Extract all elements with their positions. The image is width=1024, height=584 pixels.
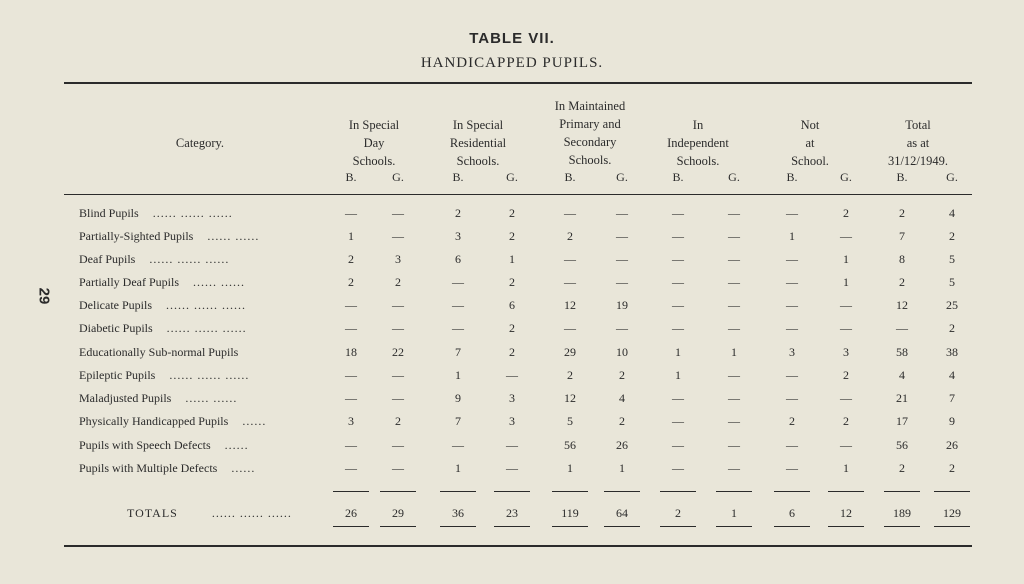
row-label [79, 321, 247, 336]
totals-label: TOTALS [127, 506, 178, 520]
table-cell: 2 [899, 275, 905, 289]
column-group-header-line: at [805, 136, 815, 150]
row-category: Epileptic Pupils [79, 368, 156, 382]
row-category: Partially-Sighted Pupils [79, 229, 194, 243]
girls-column-header: G. [506, 170, 518, 184]
table-cell: 17 [896, 414, 908, 428]
table-cell: 3 [843, 345, 849, 359]
table-cell: — [564, 275, 576, 289]
column-group-header-line: Not [800, 118, 820, 132]
table-cell: — [616, 275, 628, 289]
table-cell: 1 [675, 345, 681, 359]
table-cell: — [840, 321, 852, 335]
table-cell: 21 [896, 391, 908, 405]
row-category: Pupils with Multiple Defects [79, 461, 218, 475]
totals-underline [333, 526, 369, 527]
table-cell: 58 [896, 345, 908, 359]
totals-cell: 29 [392, 506, 404, 520]
table-cell: 2 [395, 414, 401, 428]
table-cell: — [672, 206, 684, 220]
row-leader-dots: ...... ...... ...... [149, 252, 230, 266]
table-cell: — [728, 414, 740, 428]
table-cell: — [840, 391, 852, 405]
row-label [79, 438, 249, 453]
totals-overline [440, 491, 476, 492]
table-cell: — [672, 391, 684, 405]
table-cell: — [786, 368, 798, 382]
table-cell: 7 [899, 229, 905, 243]
row-label [79, 252, 229, 267]
table-cell: 56 [564, 438, 576, 452]
table-cell: 2 [455, 206, 461, 220]
girls-column-header: G. [616, 170, 628, 184]
table-cell: 3 [455, 229, 461, 243]
table-cell: 3 [509, 391, 515, 405]
column-group-header-line: In Maintained [554, 99, 626, 113]
table-cell: 2 [395, 275, 401, 289]
totals-cell: 2 [675, 506, 681, 520]
column-group-header-line: Day [363, 136, 385, 150]
row-category: Blind Pupils [79, 206, 139, 220]
table-cell: 4 [949, 206, 955, 220]
girls-column-header: G. [392, 170, 404, 184]
table-cell: — [392, 461, 404, 475]
row-category: Maladjusted Pupils [79, 391, 172, 405]
table-cell: 5 [949, 275, 955, 289]
table-cell: 6 [509, 298, 515, 312]
totals-dots: ...... ...... ...... [211, 506, 292, 520]
table-cell: — [345, 321, 357, 335]
boys-column-header: B. [896, 170, 908, 184]
column-group-header-line: In [692, 118, 704, 132]
totals-overline [934, 491, 970, 492]
table-cell: — [392, 368, 404, 382]
table-cell: 29 [564, 345, 576, 359]
table-cell: 2 [567, 368, 573, 382]
row-label [79, 275, 245, 290]
table-cell: — [564, 321, 576, 335]
table-cell: 1 [843, 252, 849, 266]
table-cell: — [392, 438, 404, 452]
table-cell: 2 [949, 321, 955, 335]
table-cell: — [728, 206, 740, 220]
totals-underline [552, 526, 588, 527]
table-cell: — [786, 298, 798, 312]
table-cell: — [728, 252, 740, 266]
table-cell: — [616, 321, 628, 335]
table-cell: 12 [564, 391, 576, 405]
table-cell: 2 [567, 229, 573, 243]
table-cell: — [728, 438, 740, 452]
table-cell: 7 [949, 391, 955, 405]
table-cell: 1 [675, 368, 681, 382]
row-category: Educationally Sub-normal Pupils [79, 345, 239, 359]
column-group-header-6 [888, 116, 948, 170]
totals-cell: 189 [893, 506, 911, 520]
table-cell: — [672, 298, 684, 312]
table-cell: — [564, 252, 576, 266]
totals-cell: 6 [789, 506, 795, 520]
table-cell: — [728, 461, 740, 475]
table-cell: 4 [619, 391, 625, 405]
totals-cell: 64 [616, 506, 628, 520]
page-number: 29 [35, 287, 53, 305]
table-cell: — [452, 438, 464, 452]
row-leader-dots: ...... [224, 438, 249, 452]
table-cell: 4 [949, 368, 955, 382]
table-cell: — [786, 461, 798, 475]
row-category: Partially Deaf Pupils [79, 275, 179, 289]
table-cell: — [728, 321, 740, 335]
row-leader-dots: ...... ...... ...... [166, 321, 247, 335]
column-group-header-1 [349, 116, 399, 170]
totals-overline [660, 491, 696, 492]
boys-column-header: B. [672, 170, 684, 184]
table-cell: — [728, 298, 740, 312]
totals-overline [828, 491, 864, 492]
table-cell: 1 [455, 461, 461, 475]
table-cell: — [392, 298, 404, 312]
category-header: Category. [175, 136, 225, 150]
row-label [79, 229, 259, 244]
totals-underline [660, 526, 696, 527]
table-cell: — [452, 321, 464, 335]
table-cell: — [672, 414, 684, 428]
totals-cell: 23 [506, 506, 518, 520]
row-category: Physically Handicapped Pupils [79, 414, 229, 428]
row-category: Diabetic Pupils [79, 321, 153, 335]
table-cell: 1 [619, 461, 625, 475]
totals-overline [716, 491, 752, 492]
row-leader-dots: ...... ...... ...... [152, 206, 233, 220]
table-cell: 2 [619, 414, 625, 428]
totals-cell: 119 [561, 506, 579, 520]
table-cell: 1 [843, 275, 849, 289]
table-cell: — [672, 229, 684, 243]
table-cell: 1 [455, 368, 461, 382]
row-label [79, 414, 266, 429]
column-group-header-line: In Special [452, 118, 504, 132]
column-group-header-2 [450, 116, 506, 170]
table-cell: 9 [949, 414, 955, 428]
table-cell: 10 [616, 345, 628, 359]
row-leader-dots: ...... [231, 461, 256, 475]
totals-underline [380, 526, 416, 527]
row-label [79, 206, 233, 221]
table-cell: 12 [896, 298, 908, 312]
totals-overline [380, 491, 416, 492]
table-cell: — [452, 298, 464, 312]
table-cell: — [345, 368, 357, 382]
bottom-rule [64, 545, 972, 547]
column-group-header-line: Schools. [352, 154, 396, 168]
row-leader-dots: ...... [242, 414, 267, 428]
table-cell: 18 [345, 345, 357, 359]
table-cell: — [728, 275, 740, 289]
table-cell: — [345, 298, 357, 312]
table-cell: 9 [455, 391, 461, 405]
table-cell: — [345, 391, 357, 405]
table-subtitle: HANDICAPPED PUPILS. [420, 55, 604, 71]
totals-underline [884, 526, 920, 527]
table-cell: 6 [455, 252, 461, 266]
row-leader-dots: ...... ...... ...... [165, 298, 246, 312]
row-category: Pupils with Speech Defects [79, 438, 211, 452]
table-cell: 1 [843, 461, 849, 475]
table-cell: — [672, 252, 684, 266]
table-cell: 2 [899, 206, 905, 220]
girls-column-header: G. [946, 170, 958, 184]
table-cell: 26 [616, 438, 628, 452]
table-cell: — [840, 229, 852, 243]
table-cell: — [564, 206, 576, 220]
table-cell: 25 [946, 298, 958, 312]
boys-column-header: B. [786, 170, 798, 184]
table-cell: 1 [509, 252, 515, 266]
boys-column-header: B. [452, 170, 464, 184]
totals-underline [716, 526, 752, 527]
table-cell: 19 [616, 298, 628, 312]
table-cell: — [672, 438, 684, 452]
girls-column-header: G. [840, 170, 852, 184]
totals-underline [604, 526, 640, 527]
table-cell: — [728, 391, 740, 405]
table-cell: 38 [946, 345, 958, 359]
table-cell: — [345, 206, 357, 220]
row-label [79, 461, 255, 476]
totals-underline [934, 526, 970, 527]
table-cell: 1 [348, 229, 354, 243]
column-group-header-4 [667, 116, 729, 170]
table-cell: 3 [395, 252, 401, 266]
column-group-header-line: Schools. [568, 153, 612, 167]
table-cell: — [345, 461, 357, 475]
row-label [79, 345, 238, 360]
table-cell: — [728, 368, 740, 382]
row-leader-dots: ...... ...... [185, 391, 238, 405]
table-cell: 2 [843, 414, 849, 428]
table-cell: 4 [899, 368, 905, 382]
totals-row-label [127, 506, 292, 521]
table-cell: 56 [896, 438, 908, 452]
table-cell: — [840, 438, 852, 452]
row-category: Delicate Pupils [79, 298, 152, 312]
row-leader-dots: ...... ...... [192, 275, 245, 289]
table-cell: 1 [731, 345, 737, 359]
row-label [79, 298, 246, 313]
totals-underline [774, 526, 810, 527]
table-cell: — [672, 275, 684, 289]
table-cell: 3 [789, 345, 795, 359]
table-cell: — [728, 229, 740, 243]
table-cell: 1 [789, 229, 795, 243]
header-rule [64, 194, 972, 195]
table-cell: 2 [509, 321, 515, 335]
table-cell: — [452, 275, 464, 289]
table-cell: 3 [509, 414, 515, 428]
table-cell: 2 [949, 461, 955, 475]
top-rule [64, 82, 972, 84]
column-group-header-line: Independent [667, 136, 729, 150]
column-group-header-line: In Special [348, 118, 400, 132]
column-group-header-line: Schools. [456, 154, 500, 168]
totals-underline [440, 526, 476, 527]
totals-overline [333, 491, 369, 492]
table-cell: 2 [619, 368, 625, 382]
totals-underline [494, 526, 530, 527]
totals-overline [494, 491, 530, 492]
table-cell: — [786, 391, 798, 405]
table-cell: 2 [509, 206, 515, 220]
table-cell: 2 [348, 275, 354, 289]
table-cell: — [616, 252, 628, 266]
row-leader-dots: ...... ...... ...... [169, 368, 250, 382]
totals-cell: 26 [345, 506, 357, 520]
table-cell: 2 [348, 252, 354, 266]
totals-overline [604, 491, 640, 492]
totals-cell: 1 [731, 506, 737, 520]
totals-cell: 129 [943, 506, 961, 520]
table-cell: 1 [567, 461, 573, 475]
table-cell: 2 [509, 275, 515, 289]
table-cell: 12 [564, 298, 576, 312]
row-label [79, 391, 237, 406]
column-group-header-line: 31/12/1949. [887, 154, 949, 168]
table-cell: 5 [949, 252, 955, 266]
table-cell: — [345, 438, 357, 452]
row-category: Deaf Pupils [79, 252, 136, 266]
table-cell: — [840, 298, 852, 312]
column-group-header-line: Schools. [676, 154, 720, 168]
column-group-header-line: Secondary [563, 135, 617, 149]
totals-overline [552, 491, 588, 492]
table-cell: 2 [949, 229, 955, 243]
table-cell: 2 [843, 368, 849, 382]
table-cell: — [392, 206, 404, 220]
table-cell: — [506, 438, 518, 452]
table-cell: — [392, 321, 404, 335]
table-cell: — [896, 321, 908, 335]
column-group-header-line: Residential [449, 136, 507, 150]
table-cell: 22 [392, 345, 404, 359]
table-cell: 2 [509, 345, 515, 359]
table-cell: 2 [843, 206, 849, 220]
table-cell: 8 [899, 252, 905, 266]
table-title: TABLE VII. [469, 30, 555, 47]
boys-column-header: B. [564, 170, 576, 184]
table-cell: 26 [946, 438, 958, 452]
table-cell: — [672, 461, 684, 475]
table-cell: 5 [567, 414, 573, 428]
table-cell: 3 [348, 414, 354, 428]
table-cell: — [786, 252, 798, 266]
row-leader-dots: ...... ...... [207, 229, 260, 243]
table-cell: 2 [789, 414, 795, 428]
table-cell: — [616, 206, 628, 220]
table-cell: 2 [899, 461, 905, 475]
totals-cell: 36 [452, 506, 464, 520]
table-cell: — [506, 461, 518, 475]
totals-overline [774, 491, 810, 492]
totals-overline [884, 491, 920, 492]
totals-cell: 12 [840, 506, 852, 520]
table-cell: — [786, 321, 798, 335]
column-group-header-line: School. [791, 154, 829, 168]
table-cell: — [786, 438, 798, 452]
boys-column-header: B. [345, 170, 357, 184]
table-cell: — [506, 368, 518, 382]
table-cell: — [392, 391, 404, 405]
table-cell: — [672, 321, 684, 335]
table-cell: 7 [455, 414, 461, 428]
table-cell: — [786, 206, 798, 220]
row-label [79, 368, 249, 383]
column-group-header-line: as at [906, 136, 930, 150]
table-cell: 7 [455, 345, 461, 359]
totals-underline [828, 526, 864, 527]
table-cell: — [392, 229, 404, 243]
table-cell: — [616, 229, 628, 243]
column-group-header-5 [791, 116, 829, 170]
table-cell: — [786, 275, 798, 289]
table-cell: 2 [509, 229, 515, 243]
column-group-header-line: Primary and [559, 117, 621, 131]
girls-column-header: G. [728, 170, 740, 184]
column-group-header-3 [555, 97, 625, 169]
column-group-header-line: Total [905, 118, 931, 132]
